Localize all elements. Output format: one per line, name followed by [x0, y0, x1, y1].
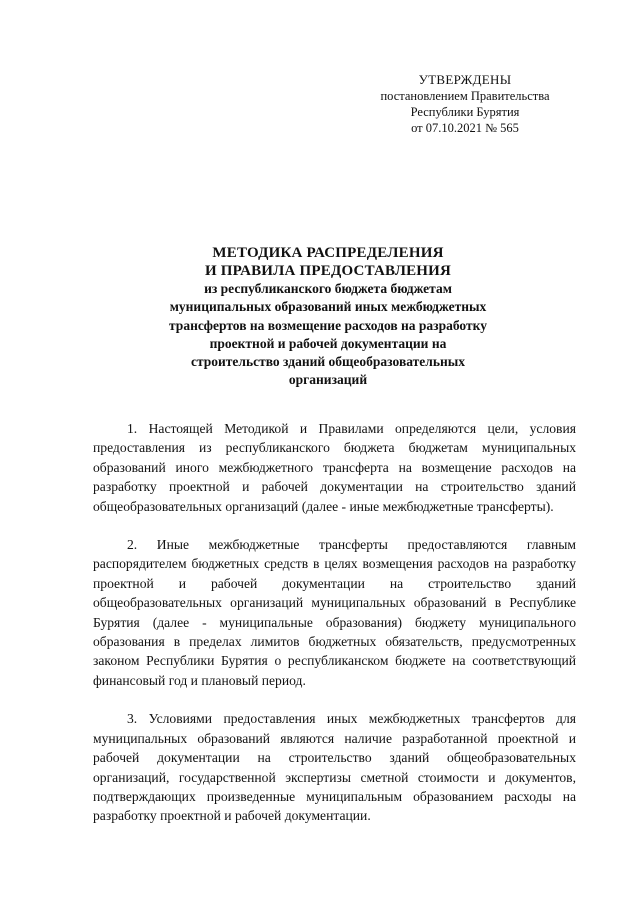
subtitle-line-5: строительство зданий общеобразовательных — [190, 354, 466, 370]
subtitle-line-6: организаций — [288, 372, 368, 388]
approval-republic-line: Республики Бурятия — [410, 105, 520, 119]
document-body — [93, 419, 576, 845]
title-line-2: И ПРАВИЛА ПРЕДОСТАВЛЕНИЯ — [204, 263, 452, 279]
subtitle-line-1: из республиканского бюджета бюджетам — [204, 281, 452, 296]
document-title — [80, 244, 576, 390]
approval-stamp — [360, 72, 570, 136]
approval-date-line: от 07.10.2021 № 565 — [411, 121, 519, 135]
paragraph-1: 1. Настоящей Методикой и Правилами определяются цели, условия предоставления из республиканского бюджета бюджетам муниципальных образований иного межбюджетного трансферта на возмещение расходов на разработку проектной и рабочей документации на строительство зданий общеобразовательных организаций (далее - иные межбюджетные трансферты). — [93, 421, 576, 514]
approval-decree-line: постановлением Правительства — [380, 89, 550, 103]
approval-heading: УТВЕРЖДЕНЫ — [418, 72, 512, 87]
subtitle-line-4: проектной и рабочей документации на — [209, 335, 447, 351]
subtitle-line-2: муниципальных образований иных межбюджетных — [169, 299, 487, 315]
paragraph-2: 2. Иные межбюджетные трансферты предоставляются главным распорядителем бюджетных средств в целях возмещения расходов на разработку проектной и рабочей документации на строительство зданий общеобразовательных организаций муниципальных образований в Республике Бурятия (далее - муниципальные образования) бюджету муниципального образования в пределах лимитов бюджетных обязательств, предусмотренных законом Республики Бурятия о республиканском бюджете на соответствующий финансовый год и плановый период. — [93, 537, 576, 688]
subtitle-line-3: трансфертов на возмещение расходов на разработку — [169, 317, 487, 333]
paragraph-3: 3. Условиями предоставления иных межбюджетных трансфертов для муниципальных образований являются наличие разработанной проектной и рабочей документации на строительство зданий общеобразовательных организаций, государственной экспертизы сметной стоимости и документов, подтверждающих произведенные муниципальным образованием расходы на разработку проектной и рабочей документации. — [93, 711, 576, 824]
title-line-1: МЕТОДИКА РАСПРЕДЕЛЕНИЯ — [212, 245, 444, 261]
